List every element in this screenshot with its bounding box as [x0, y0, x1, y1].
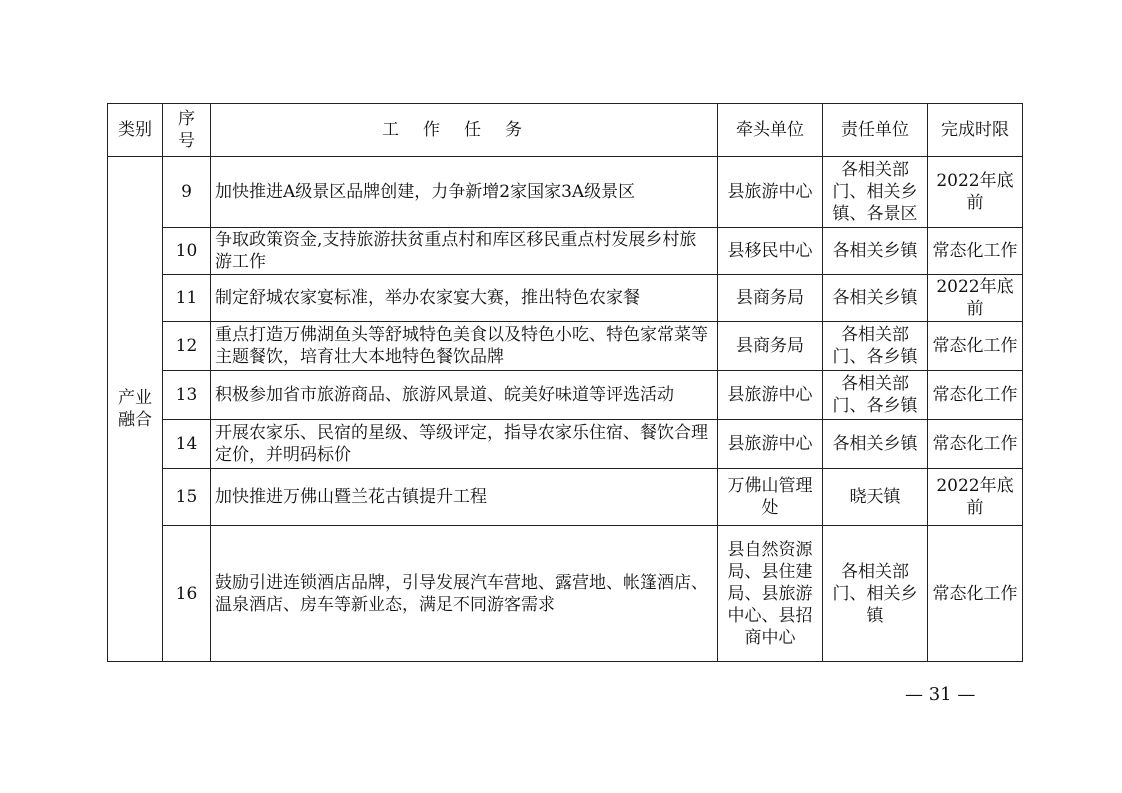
responsible-unit: 各相关乡镇 — [823, 228, 928, 275]
row-number: 11 — [163, 275, 211, 322]
header-category: 类别 — [108, 104, 163, 157]
row-number: 9 — [163, 157, 211, 228]
deadline: 2022年底前 — [928, 469, 1023, 526]
deadline: 常态化工作 — [928, 228, 1023, 275]
header-seq — [163, 104, 211, 157]
category-line-1: 产业 — [118, 388, 152, 408]
task-text: 重点打造万佛湖鱼头等舒城特色美食以及特色小吃、特色家常菜等主题餐饮，培育壮大本地特色餐饮品牌 — [211, 322, 718, 371]
task-table — [107, 103, 1023, 662]
page-number: — 31 — — [905, 684, 976, 705]
header-row — [108, 104, 1023, 157]
header-deadline: 完成时限 — [928, 104, 1023, 157]
deadline: 2022年底前 — [928, 157, 1023, 228]
row-number: 16 — [163, 526, 211, 662]
responsible-unit: 各相关部门、各乡镇 — [823, 371, 928, 420]
lead-unit: 县商务局 — [718, 275, 823, 322]
row-number: 13 — [163, 371, 211, 420]
header-responsible: 责任单位 — [823, 104, 928, 157]
task-text: 加快推进万佛山暨兰花古镇提升工程 — [211, 469, 718, 526]
table-row — [108, 469, 1023, 526]
category-line-2: 融合 — [118, 410, 152, 430]
table-row — [108, 228, 1023, 275]
deadline: 常态化工作 — [928, 526, 1023, 662]
task-text: 鼓励引进连锁酒店品牌，引导发展汽车营地、露营地、帐篷酒店、温泉酒店、房车等新业态，满足不同游客需求 — [211, 526, 718, 662]
lead-unit: 县商务局 — [718, 322, 823, 371]
table-row — [108, 275, 1023, 322]
task-text: 开展农家乐、民宿的星级、等级评定，指导农家乐住宿、餐饮合理定价，并明码标价 — [211, 420, 718, 469]
task-text: 加快推进A级景区品牌创建，力争新增2家国家3A级景区 — [211, 157, 718, 228]
table-row — [108, 157, 1023, 228]
task-text: 积极参加省市旅游商品、旅游风景道、皖美好味道等评选活动 — [211, 371, 718, 420]
deadline: 2022年底前 — [928, 275, 1023, 322]
table-row — [108, 526, 1023, 662]
responsible-unit: 晓天镇 — [823, 469, 928, 526]
header-task: 工作任务 — [211, 104, 718, 157]
task-text: 争取政策资金,支持旅游扶贫重点村和库区移民重点村发展乡村旅游工作 — [211, 228, 718, 275]
lead-unit: 县自然资源局、县住建局、县旅游中心、县招商中心 — [718, 526, 823, 662]
header-lead: 牵头单位 — [718, 104, 823, 157]
responsible-unit: 各相关部门、相关乡镇 — [823, 526, 928, 662]
lead-unit: 县旅游中心 — [718, 157, 823, 228]
responsible-unit: 各相关乡镇 — [823, 275, 928, 322]
deadline: 常态化工作 — [928, 420, 1023, 469]
responsible-unit: 各相关部门、相关乡镇、各景区 — [823, 157, 928, 228]
header-seq-char-1: 序 — [178, 109, 195, 129]
lead-unit: 万佛山管理处 — [718, 469, 823, 526]
deadline: 常态化工作 — [928, 371, 1023, 420]
table-row — [108, 420, 1023, 469]
lead-unit: 县旅游中心 — [718, 371, 823, 420]
row-number: 10 — [163, 228, 211, 275]
category-cell — [108, 157, 163, 662]
deadline: 常态化工作 — [928, 322, 1023, 371]
row-number: 14 — [163, 420, 211, 469]
lead-unit: 县移民中心 — [718, 228, 823, 275]
row-number: 15 — [163, 469, 211, 526]
table-row — [108, 322, 1023, 371]
header-seq-char-2: 号 — [178, 131, 195, 151]
task-text: 制定舒城农家宴标准，举办农家宴大赛，推出特色农家餐 — [211, 275, 718, 322]
row-number: 12 — [163, 322, 211, 371]
lead-unit: 县旅游中心 — [718, 420, 823, 469]
responsible-unit: 各相关部门、各乡镇 — [823, 322, 928, 371]
table-row — [108, 371, 1023, 420]
responsible-unit: 各相关乡镇 — [823, 420, 928, 469]
